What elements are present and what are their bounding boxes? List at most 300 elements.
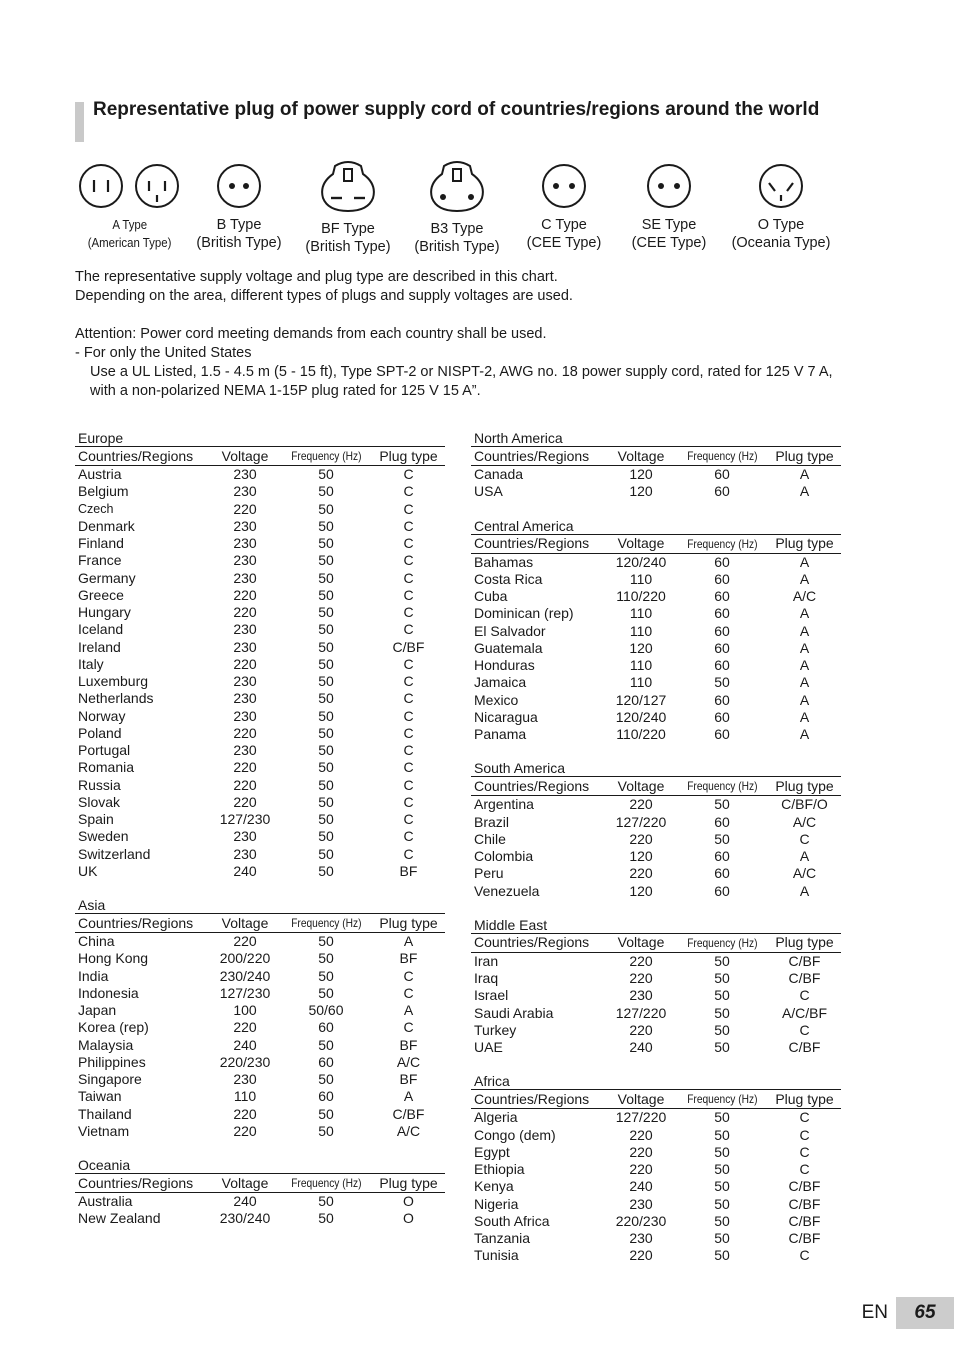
frequency-cell: 50 [318, 707, 334, 724]
frequency-cell: 60 [714, 708, 730, 725]
frequency-cell: 50 [714, 1247, 730, 1264]
frequency-cell: 60 [714, 657, 730, 674]
table-row [471, 1213, 841, 1230]
header-plug-type: Plug type [775, 535, 834, 551]
country-cell: Slovak [78, 793, 121, 810]
country-cell: China [78, 933, 115, 950]
frequency-cell: 50 [714, 830, 730, 847]
table-row [471, 1178, 841, 1195]
region-table [471, 534, 841, 744]
table-row [471, 814, 841, 831]
region-title: South America [474, 760, 566, 777]
voltage-cell: 120 [629, 483, 653, 500]
plug-type-cell: A [799, 848, 810, 865]
country-cell: Japan [78, 1002, 117, 1019]
plug-type-cell: O [403, 1210, 414, 1227]
b-type-plug-icon [216, 160, 262, 208]
table-row [471, 1039, 841, 1056]
country-cell: Guatemala [474, 639, 543, 656]
region-europe [75, 430, 445, 880]
voltage-cell: 240 [233, 1193, 257, 1210]
table-row [471, 1127, 841, 1144]
plug-type-cell: C [403, 535, 414, 552]
country-cell: Switzerland [78, 845, 151, 862]
page-number: 65 [896, 1297, 954, 1329]
frequency-cell: 50 [318, 586, 334, 603]
country-cell: Turkey [474, 1021, 517, 1038]
voltage-cell: 220/230 [615, 1212, 667, 1229]
plug-type-cell: C/BF [788, 1212, 821, 1229]
plug-type-cell: A/C [396, 1122, 421, 1139]
header-country: Countries/Regions [78, 914, 194, 931]
us-text: Use a UL Listed, 1.5 - 4.5 m (5 - 15 ft), Type SPT-2 or NISPT-2, AWG no. 18 power supply cord, rated for 125 V 7 A, with a non-polarized NEMA 1-15P plug rated for 125 V 15 A”. [90, 364, 833, 399]
plug-type-cell: A [799, 708, 810, 725]
frequency-cell: 50 [318, 1122, 334, 1139]
table-row [75, 933, 445, 951]
voltage-cell: 220 [629, 970, 653, 987]
plug-types-row [0, 160, 954, 260]
voltage-cell: 200/220 [219, 950, 271, 967]
region-central-america [471, 518, 841, 744]
plug-type-cell: C [799, 987, 810, 1004]
voltage-cell: 230 [233, 483, 257, 500]
frequency-cell: 50 [318, 500, 334, 517]
voltage-cell: 127/220 [615, 1004, 667, 1021]
voltage-cell: 120 [629, 882, 653, 899]
voltage-cell: 230 [233, 517, 257, 534]
voltage-cell: 110 [233, 1088, 257, 1105]
voltage-cell: 230 [233, 466, 257, 483]
table-row [75, 1193, 445, 1211]
frequency-cell: 50 [714, 1212, 730, 1229]
frequency-cell: 50 [318, 569, 334, 586]
plug-type-cell: A [799, 570, 810, 587]
plug-type-cell: A [403, 1002, 414, 1019]
frequency-cell: 60 [318, 1053, 334, 1070]
plug-c-sublabel: (CEE Type) [526, 235, 602, 251]
frequency-cell: 50 [318, 690, 334, 707]
table-row [471, 588, 841, 605]
table-row [75, 518, 445, 535]
voltage-cell: 240 [233, 1036, 257, 1053]
country-cell: Tanzania [474, 1230, 531, 1247]
plug-type-cell: C [403, 621, 414, 638]
voltage-cell: 220 [629, 1126, 653, 1143]
plug-bf-label: BF Type [321, 221, 375, 237]
table-row [75, 552, 445, 569]
intro-line-1: The representative supply voltage and plug type are described in this chart. [75, 269, 558, 285]
plug-type-cell: A [799, 605, 810, 622]
table-row [75, 466, 445, 484]
voltage-cell: 230 [233, 638, 257, 655]
frequency-cell: 50 [318, 655, 334, 672]
table-row [75, 587, 445, 604]
frequency-cell: 50 [318, 517, 334, 534]
header-country: Countries/Regions [474, 934, 590, 951]
country-cell: France [78, 552, 122, 569]
plug-type-cell: C [403, 776, 414, 793]
voltage-cell: 220 [629, 1143, 653, 1160]
region-asia [75, 897, 445, 1140]
country-cell: India [78, 967, 109, 984]
table-row [471, 692, 841, 709]
plug-type-cell: C [403, 828, 414, 845]
table-row [75, 759, 445, 776]
header-frequency: Frequency (Hz) [290, 916, 362, 930]
plug-type-cell: C [403, 552, 414, 569]
table-row [75, 1002, 445, 1019]
country-cell: Singapore [78, 1071, 142, 1088]
country-cell: Nigeria [474, 1195, 519, 1212]
plug-bf-sublabel: (British Type) [305, 239, 391, 255]
plug-type-cell: A [799, 639, 810, 656]
country-cell: Venezuela [474, 882, 540, 899]
header-plug-type: Plug type [775, 447, 834, 464]
voltage-cell: 127/220 [615, 813, 667, 830]
country-cell: Algeria [474, 1109, 518, 1126]
country-cell: Iraq [474, 970, 499, 987]
voltage-cell: 100 [233, 1002, 257, 1019]
frequency-cell: 60 [318, 1088, 334, 1105]
voltage-cell: 220 [629, 1021, 653, 1038]
header-plug-type: Plug type [379, 914, 438, 931]
region-table [471, 776, 841, 900]
table-row [75, 811, 445, 828]
us-label: - For only the United States [75, 345, 252, 361]
plug-type-cell: BF [399, 862, 418, 879]
frequency-cell: 50 [318, 621, 334, 638]
voltage-cell: 240 [629, 1039, 653, 1056]
header-plug-type: Plug type [379, 447, 438, 464]
frequency-cell: 50 [318, 466, 334, 483]
voltage-cell: 230 [629, 1230, 653, 1247]
frequency-cell: 50 [714, 1126, 730, 1143]
header-voltage: Voltage [221, 1174, 269, 1191]
left-column [75, 430, 445, 1245]
plug-type-cell: A [799, 882, 810, 899]
table-row [471, 709, 841, 726]
voltage-cell: 220 [629, 796, 653, 813]
country-cell: Saudi Arabia [474, 1004, 554, 1021]
frequency-cell: 50 [714, 987, 730, 1004]
region-south-america [471, 760, 841, 900]
frequency-cell: 60 [714, 639, 730, 656]
table-row [75, 863, 445, 880]
table-row [75, 501, 445, 518]
country-cell: Iceland [78, 621, 124, 638]
header-plug-type: Plug type [775, 777, 834, 794]
voltage-cell: 110/220 [616, 588, 666, 605]
frequency-cell: 50 [318, 724, 334, 741]
voltage-cell: 120 [629, 639, 653, 656]
frequency-cell: 50 [318, 673, 334, 690]
country-cell: Jamaica [474, 674, 527, 691]
frequency-cell: 50 [714, 674, 730, 691]
table-row [471, 571, 841, 588]
frequency-cell: 50 [318, 933, 334, 950]
table-row [75, 1054, 445, 1071]
plug-type-cell: C/BF [788, 952, 821, 969]
country-cell: Chile [474, 830, 506, 847]
table-row [471, 1161, 841, 1178]
plug-b3-type [408, 160, 506, 256]
country-cell: Honduras [474, 657, 535, 674]
table-row [75, 1123, 445, 1140]
plug-type-cell: A/C/BF [781, 1004, 828, 1021]
header-voltage: Voltage [617, 934, 665, 951]
plug-type-cell: C [403, 793, 414, 810]
table-row [75, 985, 445, 1002]
frequency-cell: 50 [714, 970, 730, 987]
bf-type-plug-icon [317, 160, 379, 212]
table-row [75, 1106, 445, 1123]
frequency-cell: 50 [318, 1105, 334, 1122]
plug-type-cell: BF [399, 1071, 418, 1088]
plug-type-cell: C/BF [788, 1230, 821, 1247]
country-cell: Poland [78, 724, 122, 741]
region-oceania [75, 1157, 445, 1228]
frequency-cell: 60 [318, 1019, 334, 1036]
o-type-plug-icon [758, 160, 804, 208]
country-cell: Costa Rica [474, 570, 543, 587]
region-middle-east [471, 917, 841, 1057]
voltage-cell: 220 [629, 1161, 653, 1178]
voltage-cell: 110 [629, 657, 653, 674]
header-frequency: Frequency (Hz) [686, 935, 758, 950]
frequency-cell: 50 [714, 952, 730, 969]
table-row [75, 639, 445, 656]
table-row [75, 656, 445, 673]
country-cell: Netherlands [78, 690, 154, 707]
frequency-cell: 50 [714, 1161, 730, 1178]
country-cell: Russia [78, 776, 121, 793]
country-cell: Israel [474, 987, 509, 1004]
region-table [75, 446, 445, 880]
table-row [471, 796, 841, 814]
table-row [471, 1196, 841, 1213]
header-voltage: Voltage [617, 1090, 665, 1107]
voltage-cell: 220 [233, 655, 257, 672]
plug-type-cell: BF [399, 1036, 418, 1053]
table-row [471, 1022, 841, 1039]
voltage-cell: 220 [233, 724, 257, 741]
voltage-cell: 240 [233, 862, 257, 879]
table-row [75, 777, 445, 794]
country-cell: Peru [474, 865, 504, 882]
voltage-cell: 240 [629, 1178, 653, 1195]
plug-type-cell: A [799, 483, 810, 500]
voltage-cell: 230 [233, 569, 257, 586]
voltage-cell: 220 [233, 776, 257, 793]
frequency-cell: 50 [318, 776, 334, 793]
plug-type-cell: C [799, 1109, 810, 1126]
frequency-cell: 50 [714, 1109, 730, 1126]
plug-se-type [620, 160, 718, 252]
voltage-cell: 230 [233, 690, 257, 707]
table-header-row [75, 447, 445, 466]
table-row [471, 1247, 841, 1264]
country-cell: Iran [474, 952, 499, 969]
country-cell: El Salvador [474, 622, 546, 639]
voltage-cell: 120 [629, 466, 653, 483]
table-row [75, 1019, 445, 1036]
frequency-cell: 50 [714, 1178, 730, 1195]
voltage-cell: 230 [233, 552, 257, 569]
frequency-cell: 60 [714, 570, 730, 587]
country-cell: Denmark [78, 517, 135, 534]
voltage-cell: 230 [629, 1195, 653, 1212]
plug-type-cell: C [403, 586, 414, 603]
plug-type-cell: A [799, 657, 810, 674]
header-country: Countries/Regions [78, 1174, 194, 1191]
header-frequency: Frequency (Hz) [686, 779, 758, 794]
voltage-cell: 230 [233, 621, 257, 638]
table-row [471, 831, 841, 848]
frequency-cell: 50 [318, 862, 334, 879]
plug-type-cell: A [799, 466, 810, 483]
voltage-cell: 110 [629, 605, 653, 622]
region-title: Middle East [474, 916, 548, 933]
plug-a-type [78, 160, 181, 252]
country-cell: Ireland [78, 638, 121, 655]
table-row [75, 535, 445, 552]
table-row [471, 1005, 841, 1022]
country-cell: South Africa [474, 1212, 550, 1229]
table-row [75, 1210, 445, 1227]
plug-a-sublabel: (American Type) [87, 235, 172, 250]
plug-type-cell: C [403, 500, 414, 517]
header-plug-type: Plug type [775, 1090, 834, 1107]
table-row [75, 828, 445, 845]
voltage-cell: 220 [233, 1019, 257, 1036]
frequency-cell: 50 [714, 796, 730, 813]
region-title: Europe [78, 430, 124, 446]
table-row [75, 621, 445, 638]
header-country: Countries/Regions [474, 777, 590, 794]
voltage-cell: 230 [233, 673, 257, 690]
plug-type-cell: C [403, 707, 414, 724]
plug-type-cell: C [403, 724, 414, 741]
header-frequency: Frequency (Hz) [686, 1092, 758, 1107]
table-row [471, 640, 841, 657]
table-header-row [471, 447, 841, 466]
plug-type-cell: C [403, 967, 414, 984]
country-cell: Luxemburg [78, 673, 149, 690]
voltage-cell: 110 [629, 674, 653, 691]
country-cell: Vietnam [78, 1122, 130, 1139]
table-row [471, 1144, 841, 1161]
country-cell: Korea (rep) [78, 1019, 149, 1036]
country-cell: Nicaragua [474, 708, 538, 725]
plug-se-sublabel: (CEE Type) [631, 235, 707, 251]
plug-a-label: A Type [112, 217, 147, 232]
country-cell: Dominican (rep) [474, 605, 574, 622]
frequency-cell: 60 [714, 483, 730, 500]
table-row [471, 848, 841, 865]
country-cell: Malaysia [78, 1036, 134, 1053]
region-table [75, 913, 445, 1140]
frequency-cell: 50 [318, 811, 334, 828]
header-voltage: Voltage [617, 535, 665, 551]
plug-type-cell: C [403, 811, 414, 828]
country-cell: Indonesia [78, 984, 139, 1001]
voltage-cell: 220 [233, 759, 257, 776]
voltage-cell: 220 [629, 865, 653, 882]
table-header-row [471, 777, 841, 796]
header-voltage: Voltage [617, 777, 665, 794]
plug-type-cell: C/BF [392, 1105, 425, 1122]
frequency-cell: 60 [714, 882, 730, 899]
header-country: Countries/Regions [474, 1090, 590, 1107]
c-type-plug-icon [541, 160, 587, 208]
b3-type-plug-icon [426, 160, 488, 212]
country-cell: Ethiopia [474, 1161, 525, 1178]
country-cell: Romania [78, 759, 135, 776]
voltage-cell: 230 [233, 742, 257, 759]
voltage-cell: 230 [629, 987, 653, 1004]
voltage-cell: 230 [233, 707, 257, 724]
region-title: North America [474, 430, 563, 446]
plug-type-cell: C [403, 655, 414, 672]
plug-b-sublabel: (British Type) [196, 235, 282, 251]
plug-type-cell: A [403, 933, 414, 950]
voltage-cell: 127/230 [219, 811, 271, 828]
table-row [75, 1088, 445, 1105]
table-row [75, 690, 445, 707]
plug-se-label: SE Type [641, 217, 697, 233]
region-table [75, 1173, 445, 1228]
table-row [75, 570, 445, 587]
region-africa [471, 1073, 841, 1264]
table-row [471, 623, 841, 640]
voltage-cell: 230 [233, 845, 257, 862]
voltage-cell: 230 [233, 535, 257, 552]
table-row [471, 970, 841, 987]
plug-type-cell: C [403, 673, 414, 690]
plug-c-type [515, 160, 613, 252]
table-row [471, 726, 841, 743]
frequency-cell: 60 [714, 813, 730, 830]
voltage-cell: 120/127 [615, 691, 667, 708]
voltage-cell: 220 [233, 500, 257, 517]
plug-type-cell: C/BF [788, 1039, 821, 1056]
frequency-cell: 50 [318, 483, 334, 500]
frequency-cell: 50 [318, 845, 334, 862]
plug-type-cell: A [403, 1088, 414, 1105]
header-country: Countries/Regions [78, 447, 194, 464]
page-title: Representative plug of power supply cord of countries/regions around the world [93, 99, 820, 120]
country-cell: Egypt [474, 1143, 510, 1160]
table-row [75, 1071, 445, 1088]
voltage-cell: 220 [233, 604, 257, 621]
plug-type-cell: C [403, 984, 414, 1001]
plug-type-cell: C [403, 483, 414, 500]
voltage-cell: 220 [233, 933, 257, 950]
plug-type-cell: C [799, 1143, 810, 1160]
table-header-row [75, 914, 445, 933]
frequency-cell: 50 [318, 950, 334, 967]
frequency-cell: 50 [318, 1210, 334, 1227]
frequency-cell: 50 [318, 638, 334, 655]
region-title: Oceania [78, 1157, 131, 1173]
language-label: EN [861, 1302, 888, 1323]
table-row [471, 605, 841, 622]
frequency-cell: 60 [714, 848, 730, 865]
plug-o-label: O Type [757, 217, 805, 233]
plug-type-cell: BF [399, 950, 418, 967]
table-row [75, 794, 445, 811]
se-type-plug-icon [646, 160, 692, 208]
